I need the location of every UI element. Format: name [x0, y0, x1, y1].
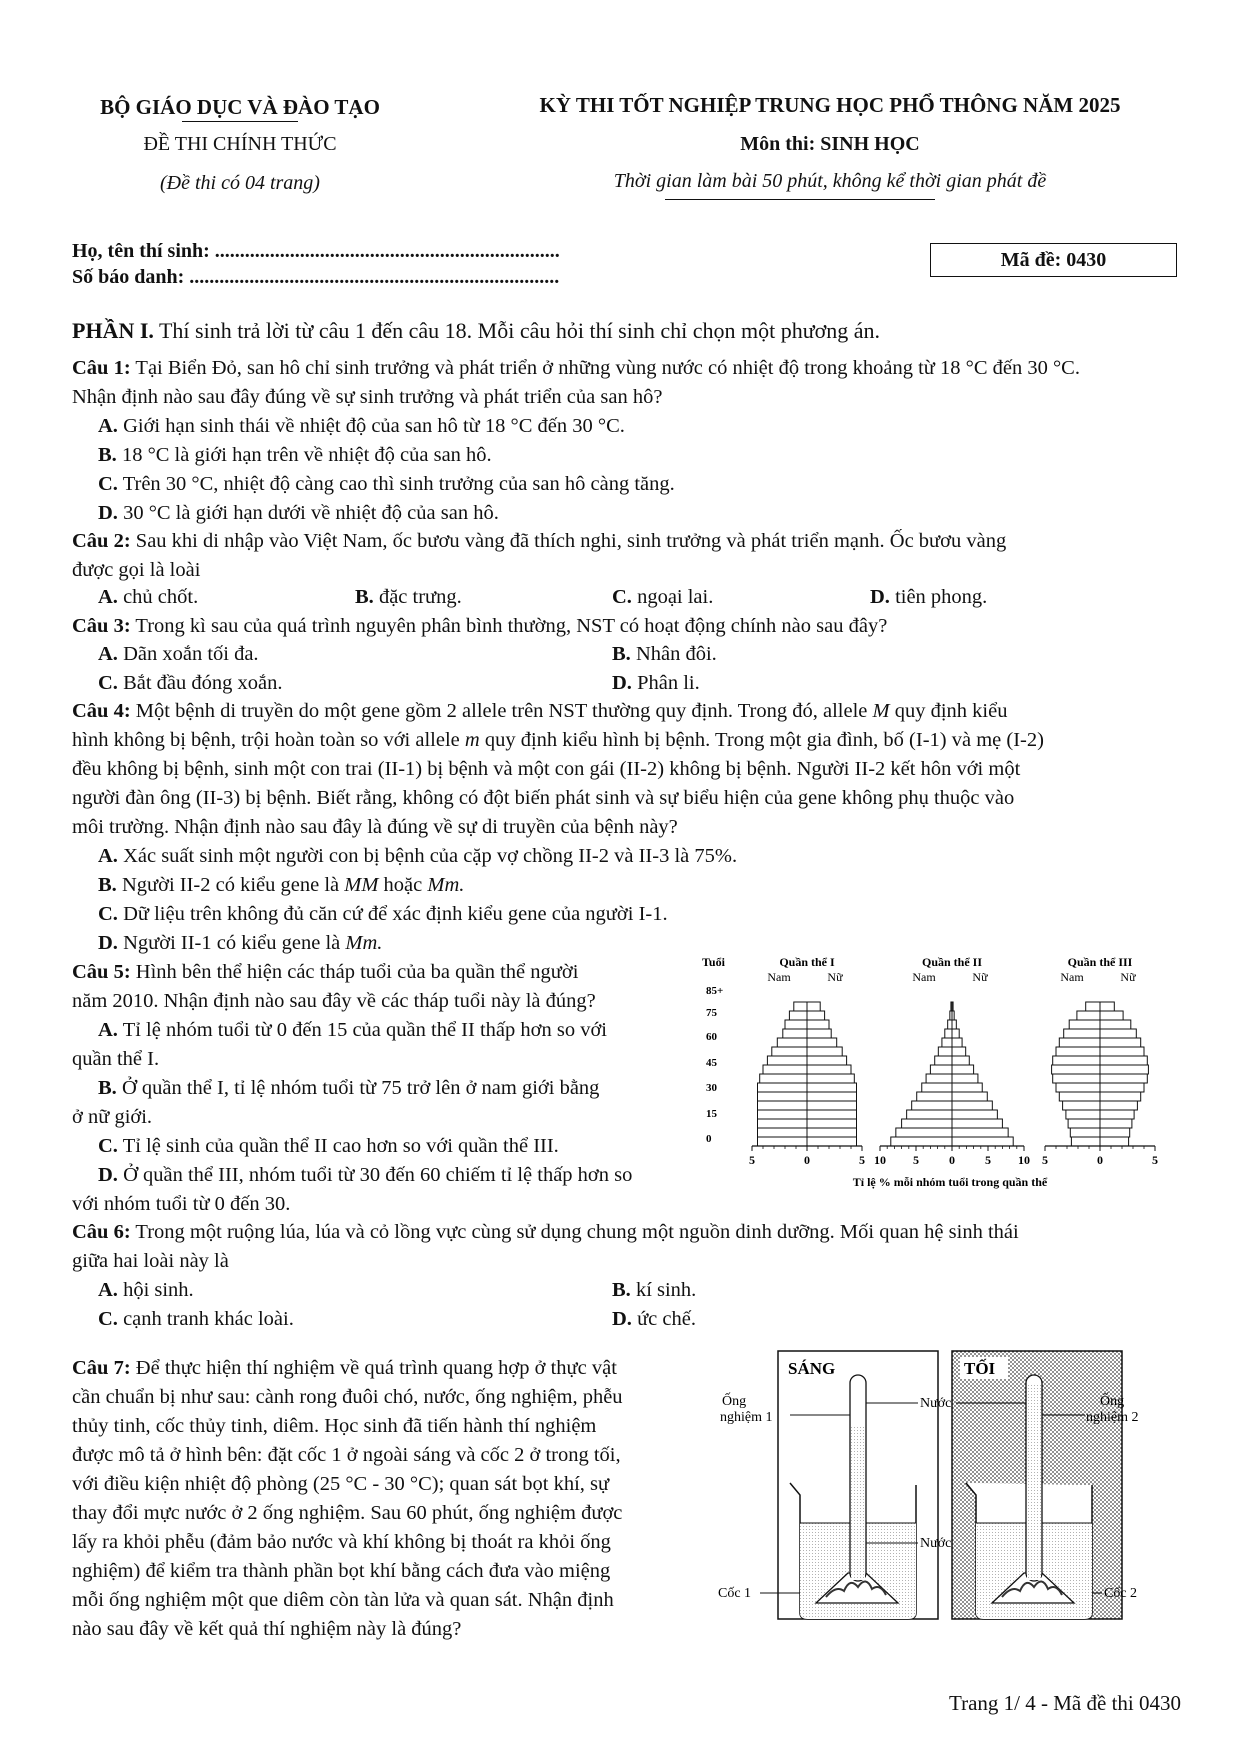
q7-stem-6: thay đổi mực nước ở 2 ống nghiệm. Sau 60 phút, ống nghiệm được — [72, 1502, 623, 1524]
q1-option-b[interactable]: B. 18 °C là giới hạn trên về nhiệt độ của san hô. — [98, 444, 492, 466]
female-bar — [807, 1002, 820, 1011]
q7-stem-1: Câu 7: Để thực hiện thí nghiệm về quá trình quang hợp ở thực vật — [72, 1357, 617, 1379]
q4-option-d[interactable]: D. Người II-1 có kiểu gene là Mm. — [98, 932, 383, 954]
male-bar — [926, 1074, 952, 1083]
male-bar — [1064, 1029, 1100, 1038]
female-bar — [1100, 1092, 1141, 1101]
female-bar — [952, 1101, 992, 1110]
male-bar — [789, 1011, 807, 1020]
male-bar — [907, 1110, 952, 1119]
age-tick-label: 45 — [706, 1057, 717, 1069]
q7-stem-2: cần chuẩn bị như sau: cành rong đuôi chó, nước, ống nghiệm, phễu — [72, 1386, 623, 1408]
female-bar — [807, 1047, 842, 1056]
q3-option-a[interactable]: A. Dãn xoắn tối đa. — [98, 643, 259, 665]
male-bar — [758, 1128, 808, 1137]
female-bar — [807, 1020, 829, 1029]
male-bar — [794, 1002, 807, 1011]
female-bar — [807, 1119, 857, 1128]
q3-option-c[interactable]: C. Bắt đầu đóng xoắn. — [98, 672, 283, 694]
q5-option-d[interactable]: D. Ở quần thể III, nhóm tuổi từ 30 đến 60 chiếm tỉ lệ thấp hơn so — [98, 1164, 633, 1186]
male-bar — [1059, 1092, 1100, 1101]
female-bar — [807, 1083, 857, 1092]
age-tick-label: 60 — [706, 1031, 717, 1043]
cup1-label: Cốc 1 — [718, 1586, 752, 1601]
age-axis-title: Tuổi — [702, 955, 725, 969]
male-bar — [945, 1029, 952, 1038]
age-tick-label: 85+ — [706, 985, 724, 997]
female-bar — [952, 1074, 978, 1083]
female-bar — [1100, 1065, 1148, 1074]
female-bar — [952, 1029, 959, 1038]
q2-stem-2: được gọi là loài — [72, 559, 201, 581]
male-bar — [1056, 1083, 1100, 1092]
q4-option-c[interactable]: C. Dữ liệu trên không đủ căn cứ để xác định kiểu gene của người I-1. — [98, 903, 668, 925]
official-label: ĐỀ THI CHÍNH THỨC — [143, 133, 337, 155]
male-bar — [1059, 1038, 1100, 1047]
female-bar — [1100, 1056, 1147, 1065]
male-bar — [938, 1047, 952, 1056]
female-bar — [1100, 1047, 1144, 1056]
male-bar — [942, 1038, 952, 1047]
age-tick-label: 15 — [706, 1108, 717, 1120]
pyramid-title: Quần thể II — [921, 955, 983, 969]
age-tick-label: 30 — [706, 1082, 717, 1094]
q1-stem-2: Nhận định nào sau đây đúng về sự sinh trưởng và phát triển của san hô? — [72, 386, 663, 408]
female-bar — [807, 1074, 854, 1083]
exam-title: KỲ THI TỐT NGHIỆP TRUNG HỌC PHỔ THÔNG NĂM 2025 — [539, 93, 1121, 117]
male-bar — [1069, 1020, 1100, 1029]
male-bar — [758, 1092, 808, 1101]
female-bar — [807, 1110, 857, 1119]
male-bar — [760, 1074, 807, 1083]
q1-option-d[interactable]: D. 30 °C là giới hạn dưới về nhiệt độ của san hô. — [98, 502, 499, 524]
female-bar — [952, 1110, 997, 1119]
q6-option-d[interactable]: D. ức chế. — [612, 1308, 696, 1330]
x-tick-label: 5 — [985, 1153, 991, 1167]
q2-option-c[interactable]: C. ngoại lai. — [612, 586, 714, 608]
water-label-bottom: Nước — [920, 1536, 952, 1551]
male-bar — [758, 1101, 808, 1110]
male-bar — [1086, 1002, 1100, 1011]
female-bar — [807, 1065, 851, 1074]
candidate-id: Số báo danh: .......................................................................... — [72, 266, 560, 288]
q5-option-b-cont: ở nữ giới. — [72, 1106, 153, 1128]
q5-option-a-cont: quần thể I. — [72, 1048, 160, 1070]
female-label: Nữ — [1120, 970, 1136, 984]
q4-stem-5: môi trường. Nhận định nào sau đây là đúng về sự di truyền của bệnh này? — [72, 816, 678, 838]
male-bar — [758, 1119, 808, 1128]
tube2-label-2: nghiệm 2 — [1086, 1410, 1139, 1425]
female-bar — [952, 1038, 962, 1047]
x-tick-label: 5 — [859, 1153, 865, 1167]
x-tick-label: 0 — [804, 1153, 810, 1167]
q4-option-a[interactable]: A. Xác suất sinh một người con bị bệnh của cặp vợ chồng II-2 và II-3 là 75%. — [98, 845, 738, 867]
female-bar — [807, 1128, 857, 1137]
q3-stem: Câu 3: Trong kì sau của quá trình nguyên phân bình thường, NST có hoạt động chính nào sau đây? — [72, 615, 888, 637]
male-bar — [1068, 1119, 1100, 1128]
q5-stem-2: năm 2010. Nhận định nào sau đây về các tháp tuổi này là đúng? — [72, 990, 596, 1012]
x-tick-label: 5 — [1042, 1153, 1048, 1167]
female-bar — [952, 1092, 987, 1101]
male-bar — [777, 1038, 807, 1047]
female-bar — [807, 1011, 825, 1020]
male-bar — [758, 1083, 808, 1092]
q7-stem-4: được mô tả ở hình bên: đặt cốc 1 ở ngoài sáng và cốc 2 ở trong tối, — [72, 1444, 621, 1466]
q6-option-b[interactable]: B. kí sinh. — [612, 1279, 697, 1301]
male-bar — [930, 1065, 952, 1074]
female-bar — [1100, 1002, 1114, 1011]
age-tick-label: 0 — [706, 1133, 712, 1145]
x-axis-title: Tỉ lệ % mỗi nhóm tuổi trong quần thể — [852, 1175, 1048, 1189]
page-count: (Đề thi có 04 trang) — [160, 172, 320, 194]
q3-option-b[interactable]: B. Nhân đôi. — [612, 643, 717, 665]
female-bar — [1100, 1020, 1131, 1029]
q4-stem-2: hình không bị bệnh, trội hoàn toàn so với allele m quy định kiểu hình bị bệnh. Trong một gia đình, bố (I-1) và mẹ (I-2) — [72, 729, 1044, 751]
exam-code-box: Mã đề: 0430 — [930, 243, 1177, 277]
female-bar — [952, 1137, 1013, 1146]
q7-stem-7: lấy ra khỏi phễu (đảm bảo nước và khí không bị thoát ra khỏi ống — [72, 1531, 611, 1553]
male-bar — [772, 1047, 807, 1056]
time-underline — [665, 199, 935, 200]
x-tick-label: 5 — [1152, 1153, 1158, 1167]
tube2-label-1: Ống — [1100, 1394, 1125, 1409]
q2-option-d[interactable]: D. tiên phong. — [870, 586, 988, 608]
x-tick-label: 5 — [749, 1153, 755, 1167]
male-bar — [1071, 1137, 1100, 1146]
q5-option-c[interactable]: C. Tỉ lệ sinh của quần thể II cao hơn so với quần thể III. — [98, 1135, 559, 1157]
female-label: Nữ — [827, 970, 843, 984]
photosynthesis-experiment-figure — [718, 1345, 1140, 1635]
female-bar — [952, 1002, 953, 1011]
female-bar — [952, 1083, 982, 1092]
male-bar — [785, 1020, 807, 1029]
population-pyramid-chart — [700, 950, 1180, 1200]
male-bar — [912, 1101, 952, 1110]
female-bar — [952, 1047, 966, 1056]
q5-option-b[interactable]: B. Ở quần thể I, tỉ lệ nhóm tuổi từ 75 trở lên ở nam giới bằng — [98, 1077, 600, 1099]
female-bar — [1100, 1119, 1132, 1128]
exam-time: Thời gian làm bài 50 phút, không kể thời gian phát đề — [613, 170, 1047, 192]
male-bar — [1063, 1101, 1100, 1110]
candidate-name: Họ, tên thí sinh: ..................................................................... — [72, 240, 560, 262]
male-bar — [763, 1065, 807, 1074]
q7-stem-8: nghiệm) để kiểm tra thành phần bọt khí bằng cách đưa vào miệng — [72, 1560, 611, 1582]
female-bar — [952, 1119, 1002, 1128]
male-bar — [1077, 1011, 1100, 1020]
male-bar — [948, 1020, 952, 1029]
water-label-top: Nước — [920, 1396, 952, 1411]
q3-option-d[interactable]: D. Phân li. — [612, 672, 700, 694]
male-label: Nam — [912, 970, 936, 984]
female-bar — [952, 1128, 1008, 1137]
q5-option-a[interactable]: A. Tỉ lệ nhóm tuổi từ 0 đến 15 của quần thể II thấp hơn so với — [98, 1019, 607, 1041]
male-bar — [922, 1083, 952, 1092]
tube1-label-2: nghiệm 1 — [720, 1410, 773, 1425]
page-footer: Trang 1/ 4 - Mã đề thi 0430 — [949, 1691, 1181, 1715]
male-bar — [758, 1137, 808, 1146]
male-bar — [935, 1056, 952, 1065]
female-bar — [807, 1056, 847, 1065]
male-bar — [896, 1128, 952, 1137]
subject: Môn thi: SINH HỌC — [740, 133, 920, 155]
female-bar — [1100, 1011, 1123, 1020]
female-bar — [1100, 1083, 1144, 1092]
q4-option-b[interactable]: B. Người II-2 có kiểu gene là MM hoặc Mm. — [98, 874, 465, 896]
x-tick-label: 10 — [1018, 1153, 1030, 1167]
female-bar — [807, 1038, 837, 1047]
female-bar — [807, 1101, 857, 1110]
q6-option-c[interactable]: C. cạnh tranh khác loài. — [98, 1308, 294, 1330]
q2-option-a[interactable]: A. chủ chốt. — [98, 586, 199, 608]
q5-stem-1: Câu 5: Hình bên thể hiện các tháp tuổi của ba quần thể người — [72, 961, 579, 983]
female-bar — [952, 1020, 956, 1029]
male-bar — [1056, 1047, 1100, 1056]
male-label: Nam — [1060, 970, 1084, 984]
age-tick-label: 75 — [706, 1007, 717, 1019]
female-bar — [807, 1029, 831, 1038]
q6-stem-2: giữa hai loài này là — [72, 1250, 229, 1272]
female-bar — [807, 1092, 857, 1101]
q6-option-a[interactable]: A. hội sinh. — [98, 1279, 194, 1301]
pyramid-title: Quần thể III — [1067, 955, 1133, 969]
female-bar — [952, 1056, 969, 1065]
female-bar — [1100, 1128, 1130, 1137]
q6-stem-1: Câu 6: Trong một ruộng lúa, lúa và cỏ lồng vực cùng sử dụng chung một nguồn dinh dưỡng. Mối quan hệ sinh thái — [72, 1221, 1019, 1243]
light-label: SÁNG — [788, 1359, 836, 1378]
male-bar — [917, 1092, 952, 1101]
male-bar — [1053, 1074, 1100, 1083]
x-tick-label: 0 — [1097, 1153, 1103, 1167]
q1-option-a[interactable]: A. Giới hạn sinh thái về nhiệt độ của san hô từ 18 °C đến 30 °C. — [98, 415, 625, 437]
q2-option-b[interactable]: B. đặc trưng. — [355, 586, 462, 608]
female-label: Nữ — [972, 970, 988, 984]
female-bar — [1100, 1101, 1137, 1110]
female-bar — [807, 1137, 857, 1146]
male-label: Nam — [767, 970, 791, 984]
q4-stem-4: người đàn ông (II-3) bị bệnh. Biết rằng, không có đột biến phát sinh và sự biểu hiện của gene không phụ thuộc vào — [72, 787, 1015, 809]
q7-stem-9: mỗi ống nghiệm một que diêm còn tàn lửa và quan sát. Nhận định — [72, 1589, 614, 1611]
dark-label: TỐI — [964, 1359, 996, 1378]
x-tick-label: 10 — [874, 1153, 886, 1167]
q1-stem-1: Câu 1: Tại Biển Đỏ, san hô chỉ sinh trưởng và phát triển ở những vùng nước có nhiệt độ trong khoảng từ 18 °C đến 30 °C. — [72, 357, 1080, 379]
female-bar — [1100, 1029, 1136, 1038]
pyramid-title: Quần thể I — [779, 955, 835, 969]
female-bar — [1100, 1110, 1134, 1119]
male-bar — [1066, 1110, 1100, 1119]
male-bar — [902, 1119, 952, 1128]
q7-stem-5: với điều kiện nhiệt độ phòng (25 °C - 30 °C); quan sát bọt khí, sự — [72, 1473, 610, 1495]
female-bar — [952, 1065, 974, 1074]
male-bar — [1052, 1065, 1100, 1074]
male-bar — [767, 1056, 807, 1065]
part1-heading: PHẦN I. Thí sinh trả lời từ câu 1 đến câu 18. Mỗi câu hỏi thí sinh chỉ chọn một phương án. — [72, 318, 881, 343]
male-bar — [891, 1137, 952, 1146]
q5-option-d-cont: với nhóm tuổi từ 0 đến 30. — [72, 1193, 291, 1215]
female-bar — [1100, 1074, 1147, 1083]
ministry-underline — [182, 121, 298, 122]
male-bar — [1053, 1056, 1100, 1065]
x-tick-label: 0 — [949, 1153, 955, 1167]
male-bar — [783, 1029, 807, 1038]
q4-stem-1: Câu 4: Một bệnh di truyền do một gene gồm 2 allele trên NST thường quy định. Trong đó, allele M quy định kiểu — [72, 700, 1008, 722]
x-tick-label: 5 — [913, 1153, 919, 1167]
male-bar — [1070, 1128, 1100, 1137]
cup2-label: Cốc 2 — [1104, 1586, 1138, 1601]
q4-stem-3: đều không bị bệnh, sinh một con trai (II-1) bị bệnh và một con gái (II-2) không bị bệnh. Người II-2 kết hôn với một — [72, 758, 1021, 780]
tube1-label-1: Ống — [722, 1394, 747, 1409]
q1-option-c[interactable]: C. Trên 30 °C, nhiệt độ càng cao thì sinh trưởng của san hô càng tăng. — [98, 473, 675, 495]
q7-stem-10: nào sau đây về kết quả thí nghiệm này là đúng? — [72, 1618, 462, 1640]
male-bar — [758, 1110, 808, 1119]
female-bar — [952, 1011, 954, 1020]
female-bar — [1100, 1137, 1129, 1146]
q7-stem-3: thủy tinh, cốc thủy tinh, diêm. Học sinh đã tiến hành thí nghiệm — [72, 1415, 597, 1437]
female-bar — [1100, 1038, 1141, 1047]
ministry-name: BỘ GIÁO DỤC VÀ ĐÀO TẠO — [100, 95, 380, 119]
q2-stem-1: Câu 2: Sau khi di nhập vào Việt Nam, ốc bươu vàng đã thích nghi, sinh trưởng và phát triển mạnh. Ốc bươu vàng — [72, 530, 1007, 552]
